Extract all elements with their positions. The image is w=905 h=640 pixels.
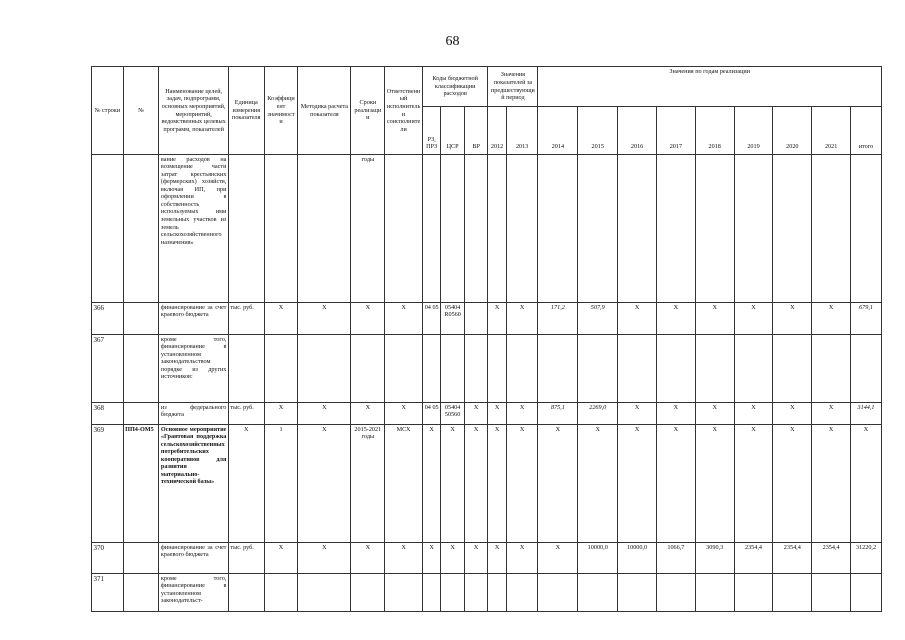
row-368-rz: 04 05 bbox=[422, 403, 440, 425]
row-370-2018: 3090,3 bbox=[695, 543, 734, 574]
header-year-2016: 2016 bbox=[618, 107, 657, 155]
row-370-2015: 10000,0 bbox=[578, 543, 618, 574]
header-method: Методика расчета показателя bbox=[298, 67, 351, 155]
row-368-unit: тыс. руб. bbox=[228, 403, 264, 425]
row-369-csr: X bbox=[441, 425, 465, 543]
header-year-2020: 2020 bbox=[773, 107, 812, 155]
row-370-vr: X bbox=[464, 543, 488, 574]
row-370-2020: 2354,4 bbox=[773, 543, 812, 574]
row-366-name: финансирование за счет краевого бюджета bbox=[159, 303, 228, 335]
row-366-csr: 05404 R0560 bbox=[441, 303, 465, 335]
row-370-2021: 2354,4 bbox=[812, 543, 851, 574]
row-366-2019: X bbox=[734, 303, 773, 335]
row-369-2012: X bbox=[488, 425, 506, 543]
header-year-2015: 2015 bbox=[578, 107, 618, 155]
row-369-2021: X bbox=[812, 425, 851, 543]
row-368-2015: 2269,0 bbox=[578, 403, 618, 425]
row-369-2020: X bbox=[773, 425, 812, 543]
row-368-resp: X bbox=[385, 403, 423, 425]
row-367-no: 367 bbox=[92, 335, 124, 403]
row-369-2016: X bbox=[618, 425, 657, 543]
table-row-366 bbox=[92, 303, 882, 335]
header-row-1 bbox=[92, 67, 882, 107]
row-369-method: X bbox=[298, 425, 351, 543]
header-rz: РЗ, ПРЗ bbox=[422, 107, 440, 155]
row-366-terms: X bbox=[351, 303, 385, 335]
header-coef: Коэффициент значимости bbox=[264, 67, 298, 155]
table-row-continued bbox=[92, 155, 882, 303]
table-row-371 bbox=[92, 574, 882, 612]
row-366-2017: X bbox=[656, 303, 695, 335]
header-num: № bbox=[123, 67, 159, 155]
row-366-2018: X bbox=[695, 303, 734, 335]
header-row-no: № строки bbox=[92, 67, 124, 155]
row-368-2019: X bbox=[734, 403, 773, 425]
row-370-csr: X bbox=[441, 543, 465, 574]
row-369-2013: X bbox=[506, 425, 538, 543]
row-369-2017: X bbox=[656, 425, 695, 543]
row-369-2014: X bbox=[538, 425, 578, 543]
table-row-368 bbox=[92, 403, 882, 425]
row-370-2016: 10000,0 bbox=[618, 543, 657, 574]
header-csr: ЦСР bbox=[441, 107, 465, 155]
header-year-2014: 2014 bbox=[538, 107, 578, 155]
row-368-total: 3144,1 bbox=[851, 403, 882, 425]
row-366-resp: X bbox=[385, 303, 423, 335]
header-year-2013: 2013 bbox=[506, 107, 538, 155]
row-369-resp: МСХ bbox=[385, 425, 423, 543]
row-369-rz: X bbox=[422, 425, 440, 543]
row-370-rz: X bbox=[422, 543, 440, 574]
row-366-2012: X bbox=[488, 303, 506, 335]
header-name: Наименование целей, задач, подпрограмм, основных мероприятий, мероприятий, ведомственных целевых программ, показателей bbox=[159, 67, 228, 155]
header-year-2018: 2018 bbox=[695, 107, 734, 155]
row-368-terms: X bbox=[351, 403, 385, 425]
row-366-coef: X bbox=[264, 303, 298, 335]
row-370-terms: X bbox=[351, 543, 385, 574]
row-370-2019: 2354,4 bbox=[734, 543, 773, 574]
row-368-2018: X bbox=[695, 403, 734, 425]
row-369-no: 369 bbox=[92, 425, 124, 543]
header-year-2021: 2021 bbox=[812, 107, 851, 155]
row-369-2018: X bbox=[695, 425, 734, 543]
row-366-method: X bbox=[298, 303, 351, 335]
row-371-no: 371 bbox=[92, 574, 124, 612]
row-368-coef: X bbox=[264, 403, 298, 425]
header-year-2019: 2019 bbox=[734, 107, 773, 155]
row-370-method: X bbox=[298, 543, 351, 574]
header-vr: ВР bbox=[464, 107, 488, 155]
row-370-unit: тыс. руб. bbox=[228, 543, 264, 574]
table-row-370 bbox=[92, 543, 882, 574]
budget-table bbox=[91, 66, 882, 612]
row-366-2021: X bbox=[812, 303, 851, 335]
row-366-total: 679,1 bbox=[851, 303, 882, 335]
row-368-name: из федерального бюджета bbox=[159, 403, 228, 425]
row-370-2012: X bbox=[488, 543, 506, 574]
row-366-2014: 171,2 bbox=[538, 303, 578, 335]
row-370-name: финансирование за счет краевого бюджета bbox=[159, 543, 228, 574]
row-366-2016: X bbox=[618, 303, 657, 335]
header-unit: Единица измерения показателя bbox=[228, 67, 264, 155]
row-369-2015: X bbox=[578, 425, 618, 543]
header-codes: Коды бюджетной классификации расходов bbox=[422, 67, 487, 107]
row-370-total: 31220,2 bbox=[851, 543, 882, 574]
row-370-2014: X bbox=[538, 543, 578, 574]
row-cont-terms: годы bbox=[351, 155, 385, 303]
row-368-2017: X bbox=[656, 403, 695, 425]
row-369-coef: 1 bbox=[264, 425, 298, 543]
row-366-2013: X bbox=[506, 303, 538, 335]
row-370-resp: X bbox=[385, 543, 423, 574]
table-row-367 bbox=[92, 335, 882, 403]
row-369-vr: X bbox=[464, 425, 488, 543]
row-368-2013: X bbox=[506, 403, 538, 425]
row-366-2020: X bbox=[773, 303, 812, 335]
row-368-csr: 05404 50560 bbox=[441, 403, 465, 425]
row-369-total: X bbox=[851, 425, 882, 543]
header-total: итого bbox=[851, 107, 882, 155]
row-366-unit: тыс. руб. bbox=[228, 303, 264, 335]
row-368-2012: X bbox=[488, 403, 506, 425]
header-by-years: Значения по годам реализации bbox=[538, 67, 882, 107]
header-year-2017: 2017 bbox=[656, 107, 695, 155]
row-368-2021: X bbox=[812, 403, 851, 425]
row-368-2014: 875,1 bbox=[538, 403, 578, 425]
row-368-method: X bbox=[298, 403, 351, 425]
row-370-2013: X bbox=[506, 543, 538, 574]
row-366-no: 366 bbox=[92, 303, 124, 335]
row-370-coef: X bbox=[264, 543, 298, 574]
row-368-vr: X bbox=[464, 403, 488, 425]
row-366-vr bbox=[464, 303, 488, 335]
row-370-no: 370 bbox=[92, 543, 124, 574]
header-terms: Сроки реализации bbox=[351, 67, 385, 155]
row-369-name: Основное мероприятие «Грантовая поддержка сельскохозяйственных потребительских кооперативов для развития материально-технической базы» bbox=[159, 425, 228, 543]
row-370-2017: 1066,7 bbox=[656, 543, 695, 574]
row-369-code: ПП4-ОМ5 bbox=[123, 425, 159, 543]
row-368-2016: X bbox=[618, 403, 657, 425]
row-cont-name: вание расходов на возмещение части затрат крестьянских (фермерских) хозяйств, включая ИП, при оформлении в собственность используемых ими земельных участков из земель сельскохозяйственного назначения» bbox=[159, 155, 228, 303]
row-369-terms: 2015-2021 годы bbox=[351, 425, 385, 543]
row-366-rz: 04 05 bbox=[422, 303, 440, 335]
header-responsible: Ответственный исполнитель и соисполнители bbox=[385, 67, 423, 155]
row-366-2015: 507,9 bbox=[578, 303, 618, 335]
row-369-unit: X bbox=[228, 425, 264, 543]
page-number: 68 bbox=[445, 34, 460, 49]
row-371-name: кроме того, финансирование в установленном законодательст- bbox=[159, 574, 228, 612]
row-368-2020: X bbox=[773, 403, 812, 425]
table-row-369 bbox=[92, 425, 882, 543]
row-369-2019: X bbox=[734, 425, 773, 543]
header-prior-period: Значения показателей за предшествующий период bbox=[488, 67, 538, 107]
header-year-2012: 2012 bbox=[488, 107, 506, 155]
row-367-name: кроме того, финансирование в установленном законодательством порядке из других источников: bbox=[159, 335, 228, 403]
row-368-no: 368 bbox=[92, 403, 124, 425]
